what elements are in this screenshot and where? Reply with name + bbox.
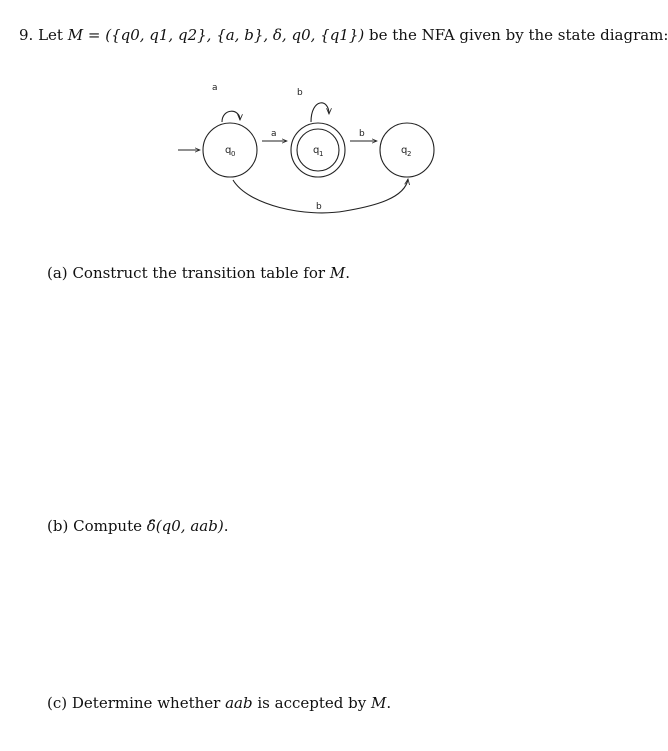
transition-q1-q1: [297, 88, 329, 122]
state-q0-sub: 0: [231, 150, 236, 158]
question-number: 9.: [19, 26, 34, 44]
part-a-end: .: [345, 264, 350, 282]
part-c-middle: is accepted by: [257, 694, 367, 712]
question-rest: be the NFA given by the state diagram:: [369, 26, 668, 44]
transition-q1-q2: [350, 129, 377, 141]
part-a-text: Construct the transition table for: [72, 264, 326, 282]
part-a-math: M: [329, 264, 346, 282]
state-q1-label: q: [313, 145, 320, 156]
state-q0-label: q: [225, 145, 232, 156]
transition-q0-q2-symbol: b: [316, 202, 322, 212]
part-a-label: (a): [47, 264, 68, 282]
part-c-end: .: [386, 694, 392, 712]
nfa-tuple: M = ({q0, q1, q2}, {a, b}, δ, q0, {q1}): [67, 26, 365, 44]
transition-q1-q2-symbol: b: [359, 129, 365, 139]
transition-q0-q1-symbol: a: [271, 129, 277, 139]
question-let: Let: [38, 26, 63, 44]
part-b-text: Compute: [73, 517, 142, 535]
state-q1-sub: 1: [319, 150, 324, 158]
state-q2-label: q: [401, 145, 408, 156]
part-a: [47, 264, 350, 282]
part-c: [47, 694, 391, 712]
transition-q0-q2: [233, 179, 408, 213]
part-c-label: (c): [47, 694, 68, 712]
state-q2: [380, 123, 434, 177]
part-b: [47, 517, 228, 535]
transition-q0-q1: [262, 129, 287, 141]
part-c-text: Determine whether: [71, 694, 221, 712]
state-q0: [203, 123, 257, 177]
transition-q0-q0: [212, 83, 240, 122]
part-c-math2: M: [371, 694, 387, 712]
part-b-end: .: [223, 517, 229, 535]
part-b-math: δ̂(q0, aab): [146, 517, 224, 535]
state-q1: [291, 123, 345, 177]
transition-q1-q1-symbol: b: [297, 88, 303, 98]
part-c-math: aab: [225, 694, 253, 712]
state-q2-sub: 2: [407, 150, 412, 158]
transition-q0-q0-symbol: a: [212, 83, 218, 93]
part-b-label: (b): [47, 517, 69, 535]
